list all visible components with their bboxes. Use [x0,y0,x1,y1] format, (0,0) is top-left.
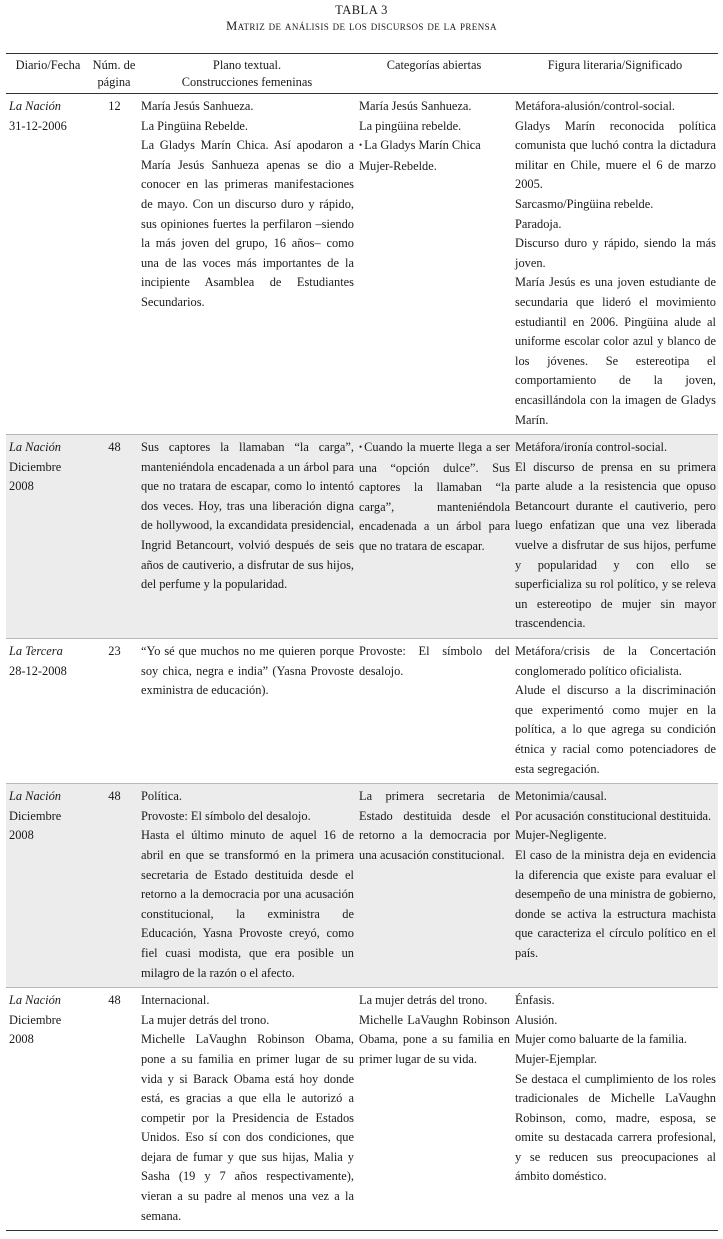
cell-diario-fecha [6,435,90,639]
cell-categorias [356,988,512,1231]
newspaper-name: La Tercera [9,644,63,659]
newspaper-name: La Nación [9,789,61,804]
table-caption [0,0,723,35]
table-row [6,435,718,639]
header-diario: Diario/Fecha [15,58,81,72]
cell-figura-paragraph: Alusión. [515,1012,558,1027]
publication-date: 28-12-2008 [9,663,67,678]
cell-plano-textual-paragraph: Sus captores la llamaban “la carga”, manteniéndola encadenada a un árbol para que no tratara de escapar, como lo intentó dos veces. Hoy, tras una liberación digna de hollywood, la excandidata presidencial, Ingrid Betancourt, volvió después de seis años de cautiverio, a disfrutar de sus hijos, del perfume y la popularidad. [141,440,354,592]
cell-categorias-paragraph: • Cuando la muerte llega a ser una “opción dulce”. Sus captores la llamaban “la carga”, manteniéndola encadenada a un árbol para que no tratara de escapar. [359,438,510,557]
header-num-pagina [90,54,138,94]
cell-figura-paragraph: Metáfora/ironía control-social. [515,440,668,455]
cell-figura-paragraph: Alude el discurso a la discriminación que experimentó como mujer en la política, a lo que agrega su condición étnica y racial como potenciadores de esta segregación. [515,683,716,776]
header-figura: Figura literaria/Significado [547,58,683,72]
cell-figura [512,639,718,784]
cell-categorias-paragraph: Provoste: El símbolo del desalojo. [359,644,510,678]
cell-plano-textual [138,94,356,435]
cell-figura-paragraph: El discurso de prensa en su primera parte alude a la resistencia que opuso Betancourt durante el cautiverio, pero luego enfatizan que una vez liberada vuelve a disfrutar de sus hijos, perfume y popularidad y con ello se superficializa su rol político, y se releva un estereotipo de mujer sin mayor trascendencia. [515,459,716,631]
header-plano-textual [138,54,356,94]
cell-pagina: 23 [90,639,138,784]
analysis-table [6,53,718,1231]
table-body [6,94,718,1231]
newspaper-name: La Nación [9,99,61,113]
cell-figura-paragraph: Se destaca el cumplimiento de los roles tradicionales de Michelle LaVaughn Robinson, como, madre, esposa, se omite su destacada carrera profesional, y se reducen sus preocupaciones al ámbito doméstico. [515,1071,716,1184]
cell-plano-textual [138,988,356,1231]
cell-figura [512,94,718,435]
cell-diario-fecha [6,784,90,988]
table-row [6,784,718,988]
cell-figura-paragraph: Gladys Marín reconocida política comunista que luchó contra la dictadura militar en Chile, muere el 6 de marzo 2005. [515,118,716,192]
cell-figura [512,435,718,639]
cell-pagina: 12 [90,94,138,435]
cell-figura-paragraph: Sarcasmo/Pingüina rebelde. [515,196,654,211]
table-number: TABLA 3 [335,3,388,17]
publication-date: Diciembre 2008 [9,808,62,843]
cell-categorias [356,94,512,435]
cell-plano-textual-paragraph: Provoste: El símbolo del desalojo. [141,808,311,823]
cell-plano-textual-paragraph: Internacional. [141,993,210,1008]
cell-plano-textual-paragraph: La Pingüina Rebelde. [141,118,249,133]
cell-plano-textual-paragraph: Michelle LaVaughn Robinson Obama, pone a su familia en primer lugar de su vida y si Barack Obama está hoy donde está, es gracias a que ella le autorizó a competir por la Presidencia de Estados Unidos. Eso sí con dos condiciones, que dejara de fumar y que sus hijas, Malia y Sasha (19 y 7 años respectivamente), vieran a su padre al menos una vez a la semana. [141,1032,354,1223]
publication-date: 31-12-2006 [9,118,67,133]
cell-figura [512,988,718,1231]
header-row [6,54,718,94]
cell-categorias [356,435,512,639]
cell-figura-paragraph: Metonimia/causal. [515,789,607,804]
cell-plano-textual [138,435,356,639]
publication-date: Diciembre 2008 [9,1012,62,1047]
cell-categorias-paragraph: La mujer detrás del trono. [359,993,488,1008]
cell-plano-textual-paragraph: “Yo sé que muchos no me quieren porque soy chica, negra e india” (Yasna Provoste exministra de educación). [141,644,354,698]
cell-figura-paragraph: Énfasis. [515,993,555,1008]
cell-diario-fecha [6,94,90,435]
cell-plano-textual-paragraph: Hasta el último minuto de aquel 16 de abril en que se transformó en la primera secretaria de Estado destituida desde el retorno a la democracia por una acusación constitucional, la exministra de Educación, Yasna Provoste creyó, como fiel cuasi modista, que era posible un milagro de la razón o el afecto. [141,828,354,980]
table-row [6,639,718,784]
cell-categorias-paragraph: María Jesús Sanhueza. [359,99,472,113]
cell-figura-paragraph: Mujer-Negligente. [515,828,607,843]
cell-plano-textual [138,784,356,988]
header-plano-line2: Construcciones femeninas [181,74,313,89]
cell-figura-paragraph: Discurso duro y rápido, siendo la más joven. [515,236,716,270]
cell-figura-paragraph: Mujer-Ejemplar. [515,1051,597,1066]
cell-figura-paragraph: Metáfora-alusión/control-social. [515,99,675,113]
cell-pagina: 48 [90,988,138,1231]
cell-categorias-paragraph: • La Gladys Marín Chica [359,136,510,157]
table-row [6,988,718,1231]
cell-categorias [356,639,512,784]
cell-figura-paragraph: Por acusación constitucional destituida. [515,808,712,823]
cell-figura-paragraph: El caso de la ministra deja en evidencia la diferencia que existe para evaluar el desempeño de una ministra de gobierno, donde se activa la estructura machista que caracteriza el círculo político en el país. [515,847,716,960]
newspaper-name: La Nación [9,993,61,1008]
cell-diario-fecha [6,639,90,784]
publication-date: Diciembre 2008 [9,459,62,494]
cell-figura-paragraph: Mujer como baluarte de la familia. [515,1032,688,1047]
cell-pagina: 48 [90,784,138,988]
header-num-line1: Núm. de [92,58,136,72]
cell-plano-textual-paragraph: Política. [141,789,182,804]
cell-figura [512,784,718,988]
cell-categorias [356,784,512,988]
cell-figura-paragraph: Metáfora/crisis de la Concertación conglomerado político oficialista. [515,644,716,678]
cell-plano-textual [138,639,356,784]
cell-pagina: 48 [90,435,138,639]
cell-categorias-paragraph: La primera secretaria de Estado destituida desde el retorno a la democracia por una acusación constitucional. [359,789,510,862]
cell-plano-textual-paragraph: La Gladys Marín Chica. Así apodaron a María Jesús Sanhueza apenas se dio a conocer en las primeras manifestaciones de mayo. Con un discurso duro y rápido, sus opiniones fuertes la perfilaron –siendo la más joven del grupo, 16 años– como una de las voces más importantes de la incipiente Asamblea de Estudiantes Secundarios. [141,138,354,309]
cell-figura-paragraph: Paradoja. [515,216,562,231]
cell-categorias-paragraph: Mujer-Rebelde. [359,158,437,173]
table-title: Matriz de análisis de los discursos de la prensa [226,19,497,33]
cell-plano-textual-paragraph: La mujer detrás del trono. [141,1012,270,1027]
header-categorias: Categorías abiertas [386,58,482,72]
header-plano-line1: Plano textual. [212,58,282,72]
cell-figura-paragraph: María Jesús es una joven estudiante de secundaria que lideró el movimiento estudiantil en 2006. Pingüina alude al uniforme escolar color azul y blanco de los jóvenes. Se estereotipa el comportamiento de la joven, encasillándola con la imagen de Gladys Marín. [515,275,716,427]
table-row [6,94,718,435]
cell-diario-fecha [6,988,90,1231]
cell-categorias-paragraph: Michelle LaVaughn Robinson Obama, pone a su familia en primer lugar de su vida. [359,1012,510,1066]
newspaper-name: La Nación [9,440,61,455]
header-num-line2: página [97,74,131,89]
cell-categorias-paragraph: La pingüina rebelde. [359,118,462,133]
cell-plano-textual-paragraph: María Jesús Sanhueza. [141,99,254,113]
